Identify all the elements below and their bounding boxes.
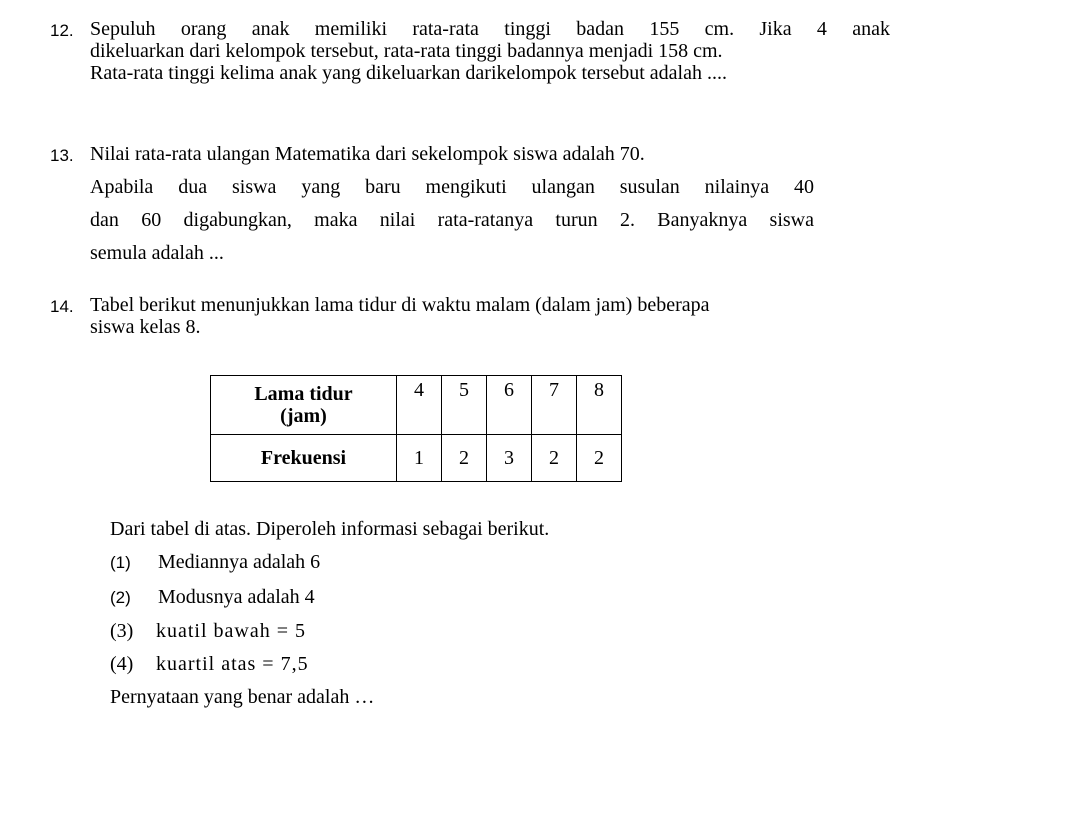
table-cell: 8 [577, 376, 622, 435]
question-13-line-3: dan 60 digabungkan, maka nilai rata-ratanya turun 2. Banyaknya siswa [90, 209, 814, 231]
question-13-number: 13. [50, 146, 74, 165]
question-12-line-2: dikeluarkan dari kelompok tersebut, rata-rata tinggi badannya menjadi 158 cm. [90, 40, 723, 62]
question-12-line-3: Rata-rata tinggi kelima anak yang dikeluarkan darikelompok tersebut adalah .... [90, 62, 727, 84]
question-13-line-2: Apabila dua siswa yang baru mengikuti ulangan susulan nilainya 40 [90, 176, 814, 198]
table-cell: 2 [442, 435, 487, 482]
question-14-line-2: siswa kelas 8. [90, 316, 201, 338]
table-row [211, 435, 622, 482]
table-cell: 1 [397, 435, 442, 482]
table-cell: 2 [532, 435, 577, 482]
sleep-duration-table [210, 375, 622, 482]
question-14-number: 14. [50, 297, 74, 316]
table-cell: 2 [577, 435, 622, 482]
question-14-intro: Dari tabel di atas. Diperoleh informasi sebagai berikut. [110, 518, 550, 540]
statement-number: (2) [110, 588, 131, 607]
statement-text: kuatil bawah = 5 [156, 620, 307, 642]
table-cell: 4 [397, 376, 442, 435]
statement-text: Modusnya adalah 4 [158, 586, 315, 608]
statement-2 [110, 586, 315, 609]
statement-4 [110, 653, 309, 676]
statement-text: Mediannya adalah 6 [158, 551, 321, 573]
statement-number: (1) [110, 553, 131, 572]
table-header-cell: Frekuensi [211, 435, 397, 482]
table-header-cell [211, 376, 397, 435]
question-12-line-1: Sepuluh orang anak memiliki rata-rata tinggi badan 155 cm. Jika 4 anak [90, 18, 890, 40]
table-cell: 6 [487, 376, 532, 435]
table-header-line-2: (jam) [280, 405, 327, 427]
question-14-line-1: Tabel berikut menunjukkan lama tidur di waktu malam (dalam jam) beberapa [90, 294, 710, 316]
question-14-closing: Pernyataan yang benar adalah … [110, 686, 375, 708]
table-header-line-1: Lama tidur [254, 383, 353, 405]
statement-1 [110, 551, 320, 574]
statement-text: kuartil atas = 7,5 [156, 653, 309, 675]
table-row [211, 376, 622, 435]
table-cell: 7 [532, 376, 577, 435]
table-cell: 3 [487, 435, 532, 482]
question-13-line-4: semula adalah ... [90, 242, 224, 264]
statement-3 [110, 620, 306, 643]
question-13-line-1: Nilai rata-rata ulangan Matematika dari sekelompok siswa adalah 70. [90, 143, 645, 165]
question-12-number: 12. [50, 21, 74, 40]
statement-number: (3) [110, 620, 134, 642]
statement-number: (4) [110, 653, 134, 675]
table-cell: 5 [442, 376, 487, 435]
